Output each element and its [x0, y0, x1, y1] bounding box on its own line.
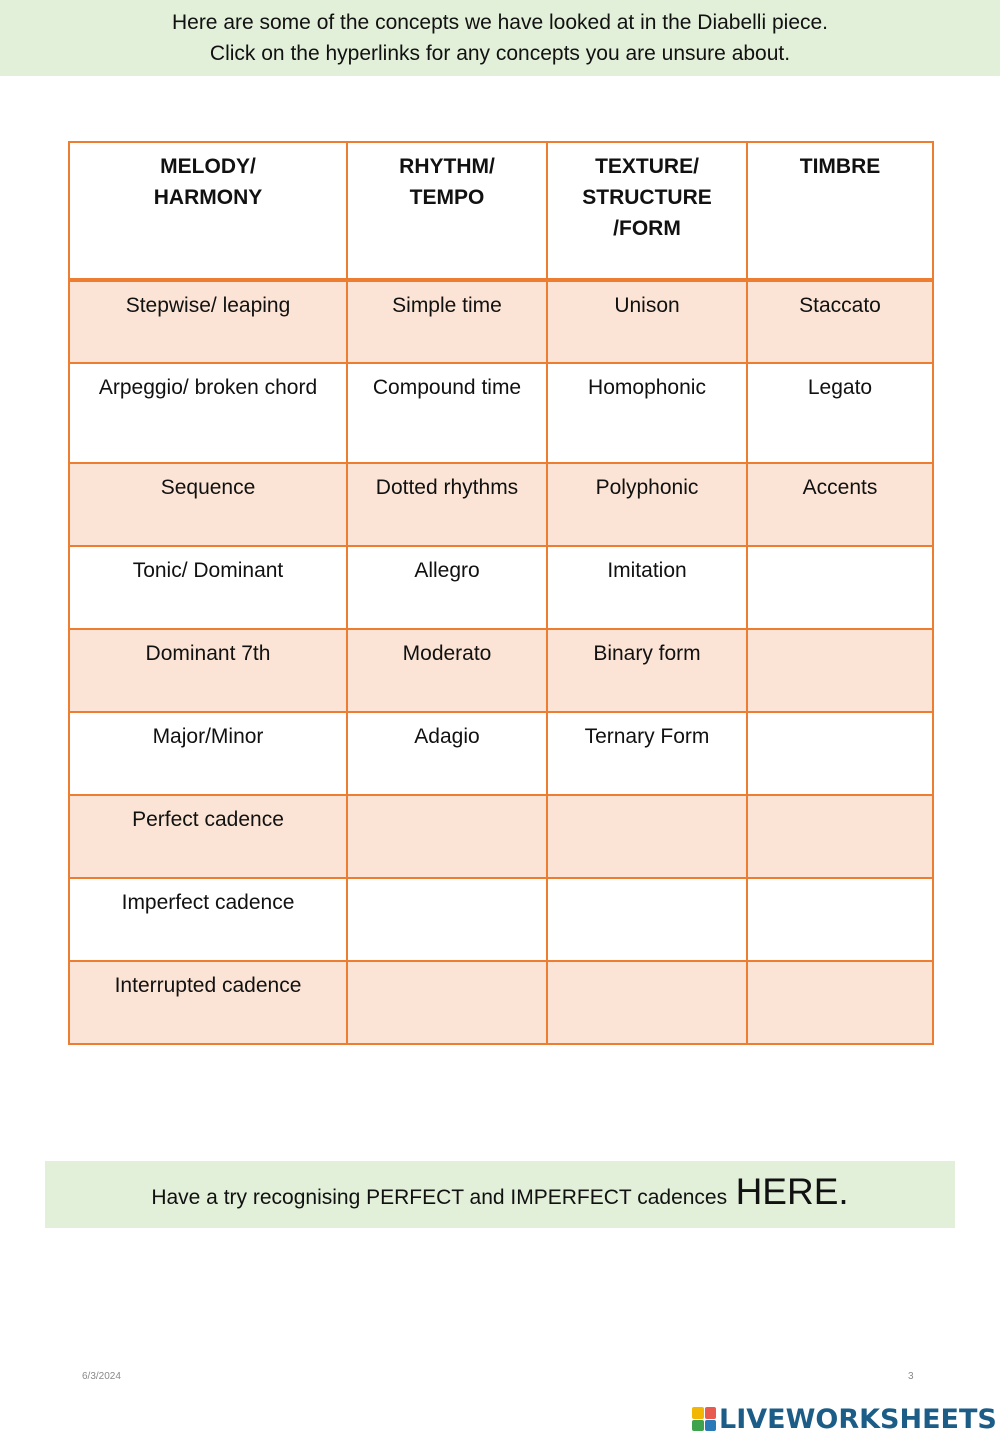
cell-concept[interactable]: Imperfect cadence — [69, 878, 347, 961]
table-row — [69, 961, 933, 1044]
brand-name: LIVEWORKSHEETS — [719, 1403, 997, 1435]
cell-concept[interactable]: Stepwise/ leaping — [69, 280, 347, 363]
cell-concept[interactable]: Imitation — [547, 546, 747, 629]
banner-line-1: Here are some of the concepts we have looked at in the Diabelli piece. — [171, 11, 829, 34]
cell-empty — [547, 795, 747, 878]
cell-concept[interactable]: Staccato — [747, 280, 933, 363]
table-row — [69, 795, 933, 878]
cell-concept[interactable]: Tonic/ Dominant — [69, 546, 347, 629]
cell-concept[interactable]: Ternary Form — [547, 712, 747, 795]
top-banner — [0, 0, 1000, 76]
cell-concept[interactable]: Sequence — [69, 463, 347, 546]
cell-empty — [747, 546, 933, 629]
header-timbre: TIMBRE — [747, 142, 933, 280]
header-row — [69, 142, 933, 280]
cell-concept[interactable]: Compound time — [347, 363, 547, 463]
footer-date: 6/3/2024 — [82, 1371, 121, 1382]
concepts-table — [68, 141, 934, 1045]
table-row — [69, 629, 933, 712]
cell-concept[interactable]: Legato — [747, 363, 933, 463]
cell-concept[interactable]: Interrupted cadence — [69, 961, 347, 1044]
footer-page-number: 3 — [908, 1371, 914, 1382]
cell-empty — [347, 878, 547, 961]
cell-empty — [747, 878, 933, 961]
cell-empty — [747, 795, 933, 878]
cell-empty — [747, 629, 933, 712]
cell-concept[interactable]: Accents — [747, 463, 933, 546]
cell-concept[interactable]: Simple time — [347, 280, 547, 363]
cell-concept[interactable]: Arpeggio/ broken chord — [69, 363, 347, 463]
table-row — [69, 463, 933, 546]
here-link[interactable]: HERE. — [735, 1171, 849, 1212]
cell-concept[interactable]: Dotted rhythms — [347, 463, 547, 546]
table-row — [69, 546, 933, 629]
liveworksheets-brand — [692, 1402, 997, 1436]
cell-concept[interactable]: Adagio — [347, 712, 547, 795]
cell-empty — [547, 878, 747, 961]
table-row — [69, 878, 933, 961]
bottom-banner — [45, 1161, 955, 1228]
cell-empty — [347, 961, 547, 1044]
cell-concept[interactable]: Moderato — [347, 629, 547, 712]
cell-empty — [547, 961, 747, 1044]
banner-line-2: Click on the hyperlinks for any concepts you are unsure about. — [209, 42, 791, 65]
header-rhythm-tempo: RHYTHM/ TEMPO — [347, 142, 547, 280]
header-texture-structure-form: TEXTURE/ STRUCTURE /FORM — [547, 142, 747, 280]
cell-concept[interactable]: Allegro — [347, 546, 547, 629]
cell-concept[interactable]: Dominant 7th — [69, 629, 347, 712]
cell-concept[interactable]: Polyphonic — [547, 463, 747, 546]
liveworksheets-logo-icon — [692, 1407, 716, 1431]
cell-concept[interactable]: Homophonic — [547, 363, 747, 463]
cadence-practice-message: Have a try recognising PERFECT and IMPERFECT cadences — [151, 1186, 728, 1209]
table-row — [69, 712, 933, 795]
cell-concept[interactable]: Binary form — [547, 629, 747, 712]
cell-empty — [747, 961, 933, 1044]
cell-concept[interactable]: Unison — [547, 280, 747, 363]
cell-empty — [747, 712, 933, 795]
cell-concept[interactable]: Perfect cadence — [69, 795, 347, 878]
table-row — [69, 363, 933, 463]
cell-empty — [347, 795, 547, 878]
table-row — [69, 280, 933, 363]
cell-concept[interactable]: Major/Minor — [69, 712, 347, 795]
header-melody-harmony: MELODY/ HARMONY — [69, 142, 347, 280]
